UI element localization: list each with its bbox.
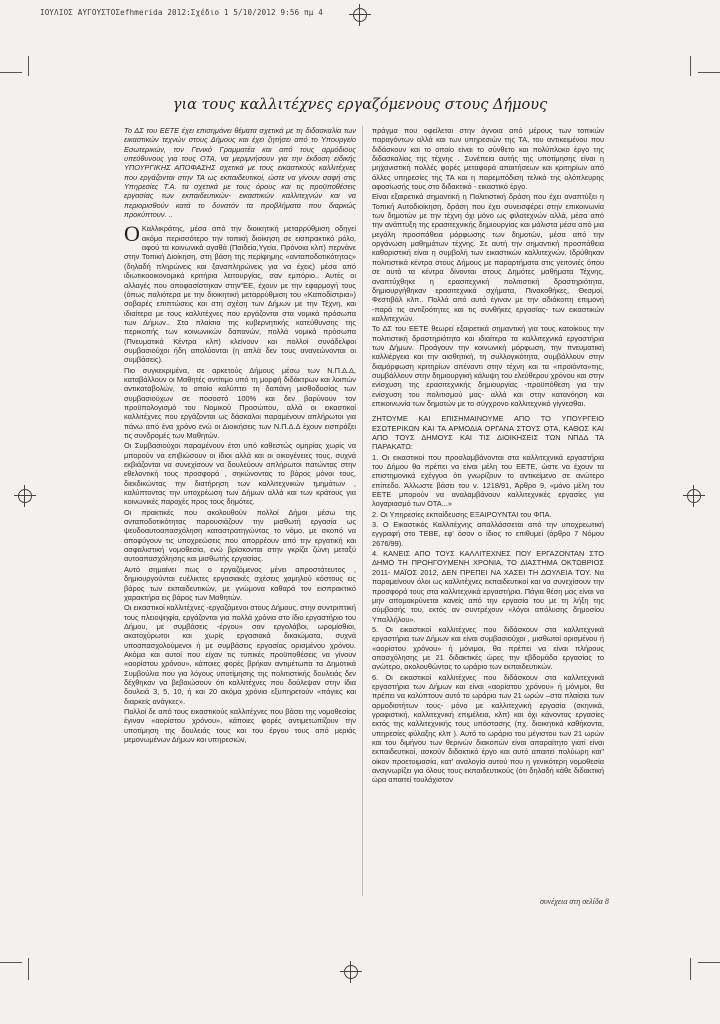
continued-on-page-link[interactable]: συνέχεια στη σελίδα 8 [540,897,609,906]
article-paragraph: πράγμα που οφείλεται στην άγνοια από μέρους των τοπικών παραγόντων αλλά και των υπηρεσιών της ΤΑ, του αντικειμένου που διδάσκουν και το οποίο είναι το σύνθετο και πολύπλοκο έργο της διδασκαλίας της τέχνης . Συνέπεια αυτής της υποτίμησης είναι η μηχανιστική πολλές φορές μεταφορά απαιτήσεων και κριτηρίων από άλλες υπηρεσίες της ΤΑ και η παρεμπόδιση τελικά της ολόπλευρης αφοσίωσής τους στο διδακτικό - εικαστικό έργο. [372,126,604,192]
print-slug: ΙΟΥΛΙΟΣ ΑΥΓΟΥΣΤΟΣefhmerida 2012:Σχέδιο 1 5/10/2012 9:56 πμ 4 [40,8,323,17]
registration-mark-right [683,485,705,507]
crop-mark [0,72,22,73]
registration-mark-left [14,485,36,507]
crop-mark [690,56,691,76]
drop-cap: Ο [124,221,140,247]
demand-item: 6. Οι εικαστικοί καλλιτέχνες που διδάσκουν στα καλλιτεχνικά εργαστήρια των Δήμων και είναι «αορίστου χρόνου» ή μόνιμοι, θα πρέπει να καλύπτουν αυτό το ωράριο των 21 ωρών –στα πλαίσια των αρμοδιοτήτων τους- μόνο με καλλιτεχνική εργασία (σκηνικά, γραφιστική, καλλιτεχνική επιμέλεια, κλπ) και όχι κάνοντας εργασίες εκτός της καλλιτεχνικής τους υπόστασης (πχ. διοικητικά καθήκοντα, υπηρεσίες φύλαξης κλπ ). Αυτό το ωράριο του μέγιστου των 21 ωρών και του διμήνου των θερινών διακοπών είναι απαραίτητο γιατί είναι εκπαιδευτικοί, ασκούν διδακτικό έργο και αυτό απαιτεί πολύωρη και" οίκον προετοιμασία, κατ' αναλογία αυτού που η γενικότερη νομοθεσία αναγνωρίζει για όλους τους εκπαιδευτικούς (ότι δηλαδή κάθε διδακτική ώρα απαιτεί τουλάχιστον [372,672,604,785]
crop-mark [28,958,29,980]
article-paragraph: Πολλοί δε από τους εικαστικούς καλλιτέχνες που βάσει της νομοθεσίας έγιναν «αορίστου χρόνου», κάποιες φορές αντιμετωπίζουν την υποτίμηση της δουλειάς τους και του έργου τους από μεριάς μεμονωμένων Δήμων και υπηρεσιών, [124,706,356,744]
article-paragraph: Οι Συμβασιούχοι παραμένουν έτσι υπό καθεστώς ομηρίας χωρίς να μπορούν να επιβιώσουν οι ίδιοι αλλά και οι οικογένειες τους, συχνά εκβιάζονται να συνεχίσουν να δουλεύουν απλήρωτοι πατώντας στην εθελοντική τους προσφορά , σηκώνοντας το βάρος μόνοι τους, διεκδικώντας την διατήρηση των καλλιτεχνικών τμημάτων , καλύπτοντας την υποχρέωση των Δήμων αλλά και των κράτους για κοινωνικές παροχές προς τους δημότες. [124,441,356,507]
demand-item: 2. Οι Υπηρεσίες εκπαίδευσης ΕΞΑΙΡΟΥΝΤΑΙ του ΦΠΑ. [372,509,552,519]
article-paragraph: Αυτό σημαίνει πως ο εργαζόμενος μένει απροστάτευτος , δημιουργούνται ευέλικτες εργασιακές σχέσεις χαμηλού κόστους εις βάρος των εκπαιδευτικών, με γνώμονα καθαρά τον εισπρακτικό χαρακτήρα εις βάρος των Μαθητών. [124,564,356,602]
registration-mark-top [349,4,371,26]
crop-mark [28,56,29,76]
demand-item: 1. Οι εικαστικοί που προσλαμβάνονται στα καλλιτεχνικά εργαστήρια του Δήμου θα πρέπει να είναι μέλη του ΕΕΤΕ, ώστε να έχουν τα επιστημονικά εχέγγυα ότι γνωρίζουν το αντικείμενο σε ανώτερο επίπεδο. Άλλωστε βάσει του ν. 1218/91, Άρθρο 9, «μόνο μέλη του ΕΕΤΕ μπορούν να αναλαμβάνουν καλλιτεχνικές εργασίες για λογαριασμό των ΟΤΑ...» [372,452,604,509]
crop-mark [690,958,691,980]
article-right-column [372,126,604,786]
article-paragraph [124,221,356,365]
demand-item: 5. Οι εικαστικοί καλλιτέχνες που διδάσκουν στα καλλιτεχνικά εργαστήρια των Δήμων και είναι συμβασιούχοι , μισθωτοί ορισμένου ή «αορίστου χρόνου» ή μόνιμοι, θα πρέπει να είναι πλήρους απασχόλησης με 21 διδακτικές ώρες την εβδομάδα εργασίας το ανώτερο, ακολουθώντας το ωράριο των εκπαιδευτικών. [372,624,604,672]
article-left-column [124,126,356,745]
column-divider [362,126,363,896]
demand-item: 4. ΚΑΝΕΙΣ ΑΠΟ ΤΟΥΣ ΚΑΛΛΙΤΕΧΝΕΣ ΠΟΥ ΕΡΓΑΖΟΝΤΑΝ ΣΤΟ ΔΗΜΟ ΤΗ ΠΡΟΗΓΟΥΜΕΝΗ ΧΡΟΝΙΑ, ΤΟ ΔΙΑΣΤΗΜΑ ΟΚΤΩΒΡΙΟΣ 2011- ΜΑΪΟΣ 2012, ΔΕΝ ΠΡΕΠΕΙ ΝΑ ΧΑΣΕΙ ΤΗ ΔΟΥΛΕΙΑ ΤΟΥ. Να παραμείνουν όλοι ως καλλιτέχνες εκπαιδευτικοί και να συνεχίσουν την προσφορά τους στα καλλιτεχνικά εργαστήρια. Πάγια θέση μας είναι να μην απομακρύνεται κανείς από την εργασία του με τη λήξη της σύμβασής του, εκτός αν συντρέχουν «λόγοι απόλυσης δημοσίου Υπαλλήλου». [372,549,604,624]
crop-mark [698,962,720,963]
article-paragraph-text: Καλλικράτης, μέσα από την διοικητική μεταρρύθμιση οδηγεί ακόμα περισσότερο την τοπική διοίκηση σε εισπρακτικό ρόλο, αφού τα κοινωνικά αγαθά (Παιδεία,Υγεία, Πρόνοια κλπ) περνάνε στην Τοπική Διοίκηση, στη βάση της περίφημης «ανταποδοτικότητας» (δηλαδή πληρώνεις και ξαναπληρώνεις για να έχεις) μέσα από ιδιωτικοοικονομικά κριτήρια λειτουργίας, σαν εμπόριο.. Αυτές οι αλλαγές που αποφασίστηκαν στην"ΕΕ, έχουν με την εφαρμογή τους (όπως παλιότερα με την διοικητική μεταρρύθμιση του «Καποδίστρια») σοβαρές επιπτώσεις και στη σχέση των Δήμων με την Τέχνη, και ιδιαίτερα με τους καλλιτέχνες που εργάζονται στα νομικά πρόσωπα των Δήμων.. Στα πλαίσια της κυβερνητικής κατεύθυνσης της περικοπής των κοινωνικών δαπανών, πολλά νομικά πρόσωπα (Πνευματικά Κέντρα κλπ) κλείνουν και πολλοί συνάδελφοι συμβασιούχοι ήδη απολύονται (η απλά δεν τους ανανεώνονται οι συμβάσεις). [124,224,356,365]
article-title: για τους καλλιτέχνες εργαζόμενους στους Δήμους [172,97,548,113]
article-paragraph: Οι πρακτικές που ακολουθούν πολλοί Δήμοι μέσω της ανταποδοτικότητας παρουσιάζουν την μισθωτή εργασία ως ψευδοαυτοαπασχόληση καταστρατηγώντας το νόμο, με σκοπό να αποφύγουν τις υποχρεώσεις που απορρέουν από την εργατική και ασφαλιστική νομοθεσία, ενώ βρίσκονται στην γκρίζα ζώνη μεταξύ αυτοαπασχόλησης και μισθωτής εργασίας. [124,507,356,564]
demand-item: 3. Ο Εικαστικός Καλλιτέχνης απαλλάσσεται από την υποχρεωτική εγγραφή στο ΤΕΒΕ, εφ' όσον ο ίδιος το επιθυμεί (άρθρο 7 Νόμου 2676/99). [372,520,604,548]
article-paragraph: Πιο συγκεκριμένα, σε αρκετούς Δήμους μέσω των Ν.Π.Δ.Δ, καταβάλλουν οι Μαθητές αντίτιμο υπό τη μορφή διδάκτρων και λοιπών αντικαταβολών, το οποίο καλύπτει τη δαπάνη μισθοδοσίας των συμβασιούχων σε ποσοστό 100% και δεν βαρύνουν τον προϋπολογισμό του Νομικού Προσώπου, αλλά οι εικαστικοί καλλιτέχνες που εργάζονται ως δάσκαλοι παραμένουν απλήρωτοι για πάνω από ένα χρόνο ενώ οι Διοικήσεις των Ν.Π.Δ.Δ έχουν εισπράξει τις συνδρομές των Μαθητών. [124,365,356,440]
demands-heading: ΖΗΤΟΥΜΕ ΚΑΙ ΕΠΙΣΗΜΑΙΝΟΥΜΕ ΑΠΟ ΤΟ ΥΠΟΥΡΓΕΙΟ ΕΣΩΤΕΡΙΚΩΝ ΚΑΙ ΤΑ ΑΡΜΟΔΙΑ ΟΡΓΑΝΑ ΣΤΟΥΣ ΟΤΑ, ΚΑΘΩΣ ΚΑΙ ΑΠΟ ΤΟΥΣ ΔΗΜΟΥΣ ΚΑΙ ΤΙΣ ΔΙΟΙΚΗΣΕΙΣ ΤΩΝ ΝΠΔΔ ΤΑ ΠΑΡΑΚΑΤΩ: [372,414,604,452]
registration-mark-bottom [340,961,362,983]
article-paragraph: Οι εικαστικοί καλλιτέχνες -εργαζόμενοι στους Δήμους, στην συντριπτική τους πλειοψηφία, εργάζονται για πολλά χρόνια στο ίδιο εργαστήριο του Δήμου, με συμβάσεις -έργου» σαν εργολάβοι, ωρομίσθιοι, ακατοχύρωτοι και χωρίς εργασιακά δικαιώματα, συχνά υποαπασχολούμενοι ή με συμβάσεις εργασίας ορισμένου χρόνου. Ακόμα και αυτοί που είχαν τις τυπικές προϋποθέσεις να γίνουν «αορίστου χρόνου», κάποιες φορές βρήκαν αντιμέτωπα τα Δημοτικά Συμβούλια που για λόγους υποτίμησης της πολιτιστικής δουλειάς δεν δέχθηκαν να βεβαιώσουν ότι καλλιτέχνες που δούλεψαν στην ίδια δουλειά 3, 5, 10, ή και 20 ακόμα χρόνια εξυπηρετούν «πάγιες και διαρκείς ανάγκες». [124,603,356,706]
article-intro: Το ΔΣ του ΕΕΤΕ έχει επισημάνει θέματα σχετικά με τη διδασκαλία των εικαστικών τεχνών στους Δήμους και έχει ζητήσει από το Υπουργείο Εσωτερικών, τον Γενικό Γραμματέα και από τους αρμόδιους υπεύθυνους για τους ΟΤΑ, να μεριμνήσουν για την έκδοση ειδικής ΥΠΟΥΡΓΙΚΗΣ ΑΠΟΦΑΣΗΣ σχετικά με τους εικαστικούς καλλιτέχνες που εργάζονται στην ΤΑ ως εκπαιδευτικοί, ώστε να γίνουν σαφή στις Υπηρεσίες Τ.Α. τα σχετικά με τους όρους και τις προϋποθέσεις εργασίας των εκπαιδευτικών- εικαστικών καλλιτεχνών και να περιορισθούν κατά το δυνατόν τα προβλήματα που διαρκώς προκύπτουν. .. [124,126,356,220]
article-paragraph: Το ΔΣ του ΕΕΤΕ θεωρεί εξαιρετικά σημαντική για τους κατοίκους την πολιτιστική δραστηριότητα και ιδιαίτερα τα καλλιτεχνικά εργαστήρια των Δήμων. Προάγουν την κοινωνική μόρφωση, την πνευματική καλλιέργεια και την αισθητική, τη συλλογικότητα, συμβάλλουν στην διαμόρφωση κριτηρίων απέναντι στην τέχνη και τα «προϊόντα»της, συμβάλλουν στην δημιουργική κάλυψη του ελεύθερου χρόνου και στην ενίσχυση της ερασιτεχνικής δημιουργίας -προϋπόθεση για την ενίσχυση του πολιτισμού μας- αλλά και στην κατανόηση και επικοινωνία των δημοτών με το σύγχρονο καλλιτεχνικό γίγνεσθαι. [372,324,604,408]
article-paragraph: Είναι εξαιρετικά σημαντική η Πολιτιστική δράση που έχει αναπτύξει η Τοπική Αυτοδιοίκηση, δράση που έχει συνεισφέρει στην επικοινωνία των δημοτών με την τέχνη όχι μόνο ως φιλοτεχνών αλλά, μέσα από την ανάπτυξη της ερασιτεχνικής δημιουργίας και μάλιστα μέσα από μια μεγάλη προσπάθεια μόρφωσης των δημοτών, μέσα από την οργάνωση μαθημάτων τέχνης. Σε αυτή την σημαντική προσπάθεια καθοριστική είναι η συμβολή των εικαστικών καλλιτεχνών. Ιδρύθηκαν πολιτιστικά κέντρα στους Δήμους με παραρτήματα στις γειτονιές όπου σε αυτά τα κέντρα δίνονται στους Δημότες μαθήματα Τέχνης, αναπτύχθηκε η ερασιτεχνική πολιτιστική δραστηριότητα, δημιουργήθηκαν ερασιτεχνικά σχήματα, Πινακοθήκες, Θεσμοί, Φεστιβάλ κλπ.. Πολλά από αυτά έγιναν με την αδιάκοπη επιμονή -παρά τις αντιξοότητες και τις συνθήκες εργασίας- των εικαστικών καλλιτεχνών. [372,192,604,323]
crop-mark [698,72,720,73]
crop-mark [0,962,22,963]
